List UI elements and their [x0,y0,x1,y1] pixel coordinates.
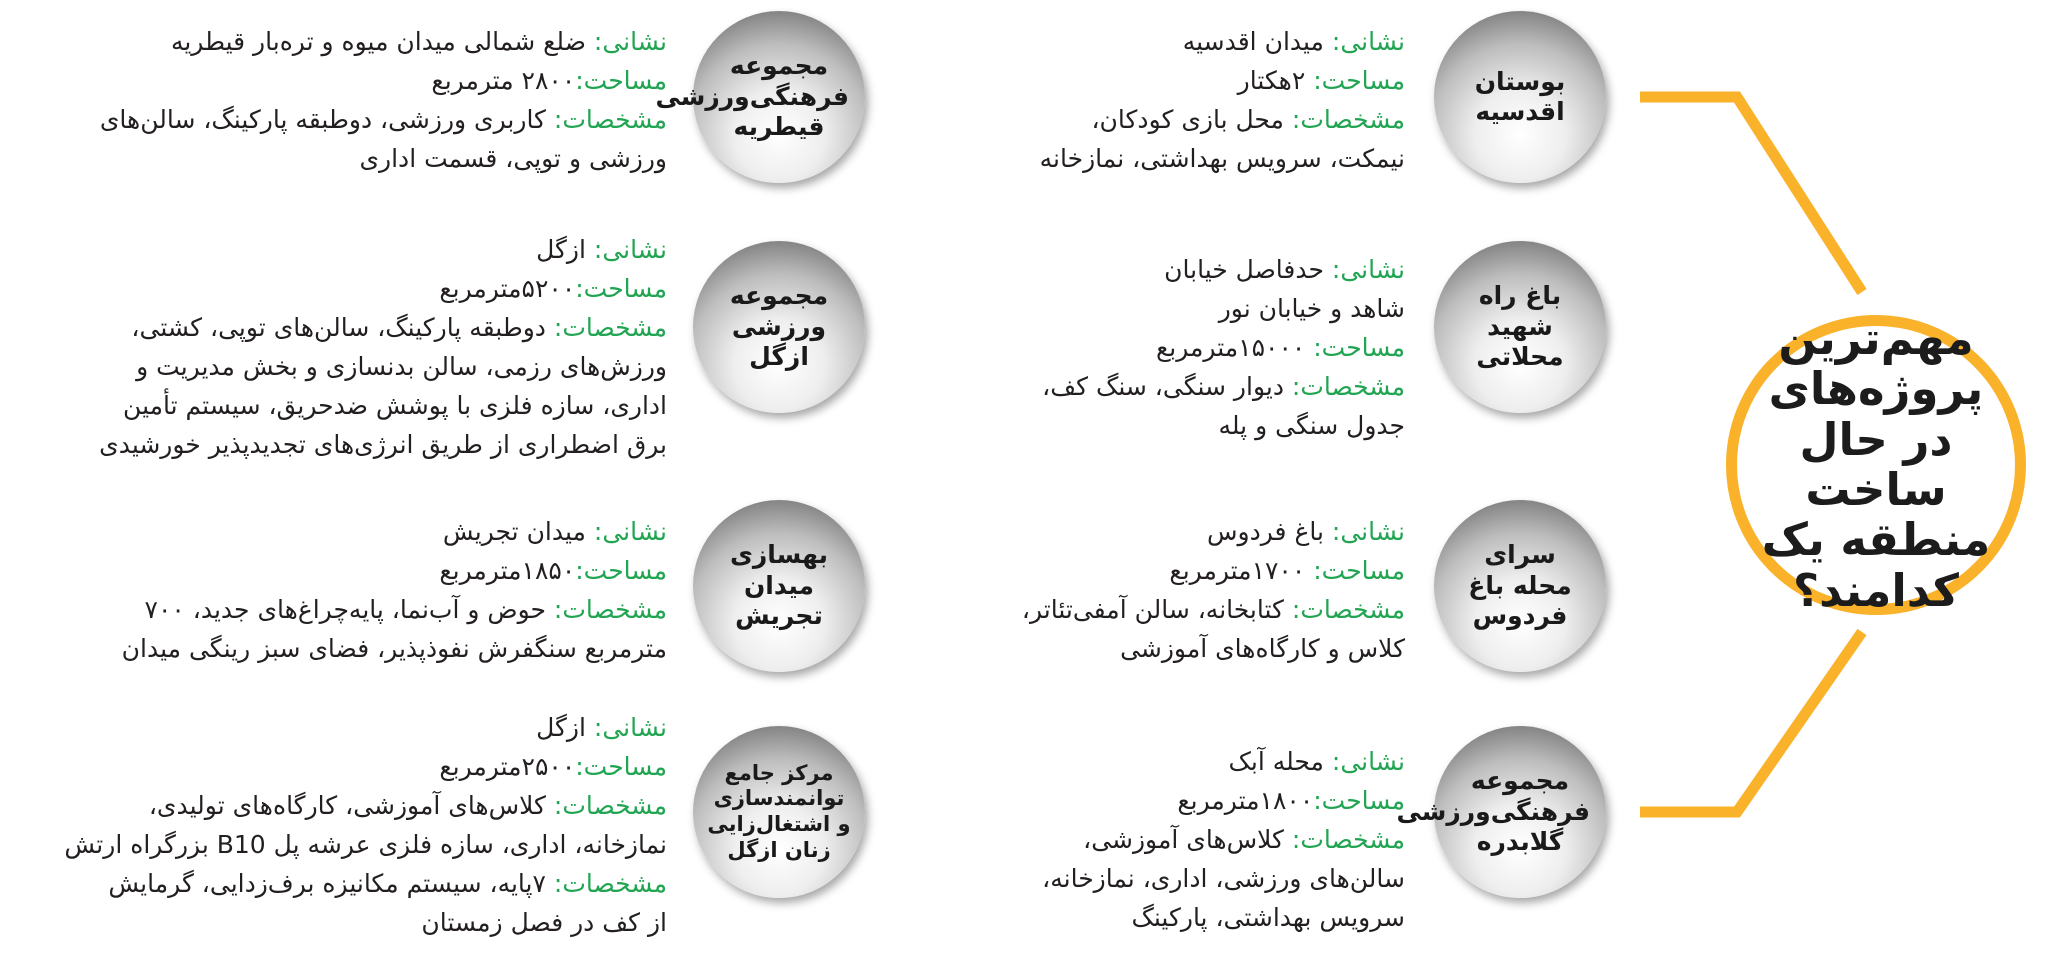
info-line [64,708,667,747]
info-label: نشانی: [593,713,667,742]
info-line [64,786,667,825]
info-text: ورزشی و توپی، قسمت اداری [359,144,667,173]
info-text: ۱۸۰۰مترمربع [1177,786,1314,815]
info-line [100,100,667,139]
info-text: ۱۵۰۰۰مترمربع [1155,333,1314,362]
info-label: نشانی: [1331,517,1405,546]
info-label: نشانی: [593,517,667,546]
info-line [1042,781,1405,820]
info-line [1042,250,1405,289]
info-text: محل بازی کودکان، [1091,105,1292,134]
info-line [122,551,667,590]
info-label: مشخصات: [553,595,667,624]
info-text: ضلع شمالی میدان میوه و تره‌بار قیطریه [170,27,594,56]
info-label: نشانی: [1331,255,1405,284]
info-text: ورزش‌های رزمی، سالن بدنسازی و بخش مدیریت و [136,352,667,381]
info-line [1042,820,1405,859]
project-bubble [655,11,865,183]
info-label: مساحت: [1313,556,1405,585]
info-line [122,629,667,668]
info-line [64,903,667,942]
project-bubble [1434,11,1606,183]
project-bubble [1434,241,1606,413]
info-line [1040,139,1405,178]
hub-circle [1726,311,2026,617]
project-info [99,230,667,464]
info-line [122,512,667,551]
project-bubble [1396,726,1606,898]
project-info [64,708,667,942]
info-line [1022,629,1405,668]
info-label: مساحت: [1313,786,1405,815]
project-info [1022,512,1405,668]
info-text: ۱۸۵۰مترمربع [439,556,576,585]
info-text: حدفاصل خیابان [1164,255,1332,284]
info-line [100,139,667,178]
project-title: بهسازی میدان تجریش [729,540,829,631]
info-text: کتابخانه، سالن آمفی‌تئاتر، [1021,595,1292,624]
info-line [1040,100,1405,139]
info-text: میدان تجریش [442,517,594,546]
info-text: ۵۲۰۰مترمربع [439,274,576,303]
info-label: نشانی: [1331,27,1405,56]
info-label: مشخصات: [553,791,667,820]
info-line [99,347,667,386]
info-text: ازگل [536,235,594,264]
info-line [1042,898,1405,937]
info-text: ازگل [536,713,594,742]
project-title: سرای محله باغ فردوس [1468,540,1572,631]
info-line [64,864,667,903]
info-text: ۲۵۰۰مترمربع [439,752,576,781]
info-text: کلاس و کارگاه‌های آموزشی [1120,634,1405,663]
info-line [1040,61,1405,100]
info-line [1022,590,1405,629]
info-label: مشخصات: [1291,372,1405,401]
project-title: مجموعه ورزشی ازگل [729,281,829,372]
info-label: مشخصات: [553,105,667,134]
info-label: مشخصات: [553,869,667,898]
project-info [1042,250,1405,445]
info-text: ۱۷۰۰مترمربع [1169,556,1314,585]
info-label: مساحت: [1313,333,1405,362]
info-text: اداری، سازه فلزی با پوشش ضدحریق، سیستم تأمین [123,391,667,420]
info-line [99,230,667,269]
project-info [122,512,667,668]
project-info [100,22,667,178]
info-line [1042,742,1405,781]
info-line [1040,22,1405,61]
info-line [64,825,667,864]
info-text: نمازخانه، اداری، سازه فلزی عرشه پل B10 بزرگراه ارتش [64,830,667,859]
info-text: برق اضطراری از طریق انرژی‌های تجدیدپذیر خورشیدی [99,430,667,459]
info-label: مساحت: [1313,66,1405,95]
info-line [99,269,667,308]
info-text: جدول سنگی و پله [1218,411,1405,440]
info-text: دوطبقه پارکینگ، سالن‌های توپی، کشتی، [131,313,554,342]
info-line [99,308,667,347]
project-title: بوستان اقدسیه [1474,66,1566,126]
info-label: مساحت: [575,556,667,585]
info-text: ۲هکتار [1237,66,1314,95]
info-text: شاهد و خیابان نور [1218,294,1405,323]
project-bubble [1434,500,1606,672]
hub-title: مهم‌ترین پروژه‌های در حال ساخت منطقه یک کدامند؟ [1761,311,1991,617]
info-label: مشخصات: [1291,825,1405,854]
info-text: کلاس‌های آموزشی، [1083,825,1292,854]
info-label: نشانی: [1331,747,1405,776]
info-line [64,747,667,786]
info-label: مشخصات: [553,313,667,342]
info-label: نشانی: [593,235,667,264]
info-text: نیمکت، سرویس بهداشتی، نمازخانه [1039,144,1405,173]
project-title: مجموعه فرهنگی‌ورزشی گلابدره [1396,766,1590,857]
info-line [100,61,667,100]
info-line [100,22,667,61]
project-bubble [693,500,865,672]
info-text: میدان اقدسیه [1182,27,1332,56]
info-text: ۷پایه، سیستم مکانیزه برف‌زدایی، گرمایش [108,869,554,898]
info-line [1042,367,1405,406]
info-line [1042,406,1405,445]
connector-top [1640,97,1862,292]
project-title: مجموعه فرهنگی‌ورزشی قیطریه [655,51,849,142]
info-label: نشانی: [593,27,667,56]
project-info [1042,742,1405,937]
info-line [99,425,667,464]
info-text: محله آبک [1228,747,1332,776]
info-text: کلاس‌های آموزشی، کارگاه‌های تولیدی، [148,791,554,820]
info-text: از کف در فصل زمستان [421,908,667,937]
project-title: باغ راه شهید محلاتی [1476,281,1564,372]
info-label: مشخصات: [1291,105,1405,134]
info-line [1022,551,1405,590]
info-line [99,386,667,425]
info-text: سرویس بهداشتی، پارکینگ [1131,903,1405,932]
info-label: مساحت: [575,274,667,303]
info-label: مساحت: [575,752,667,781]
info-text: حوض و آب‌نما، پایه‌چراغ‌های جدید، ۷۰۰ [144,595,554,624]
project-info [1040,22,1405,178]
info-text: کاربری ورزشی، دوطبقه پارکینگ، سالن‌های [99,105,554,134]
info-line [122,590,667,629]
project-bubble [693,726,865,898]
project-title: مرکز جامع توانمندسازی و اشتغال‌زایی زنان ازگل [707,760,851,862]
info-line [1022,512,1405,551]
info-text: باغ فردوس [1207,517,1332,546]
info-line [1042,289,1405,328]
info-label: مساحت: [575,66,667,95]
info-text: مترمربع سنگفرش نفوذپذیر، فضای سبز رینگی میدان [121,634,667,663]
info-text: سالن‌های ورزشی، اداری، نمازخانه، [1042,864,1405,893]
project-bubble [693,241,865,413]
info-text: ۲۸۰۰ مترمربع [431,66,576,95]
info-line [1042,859,1405,898]
info-text: دیوار سنگی، سنگ کف، [1042,372,1292,401]
connector-bottom [1640,632,1862,812]
info-label: مشخصات: [1291,595,1405,624]
info-line [1042,328,1405,367]
